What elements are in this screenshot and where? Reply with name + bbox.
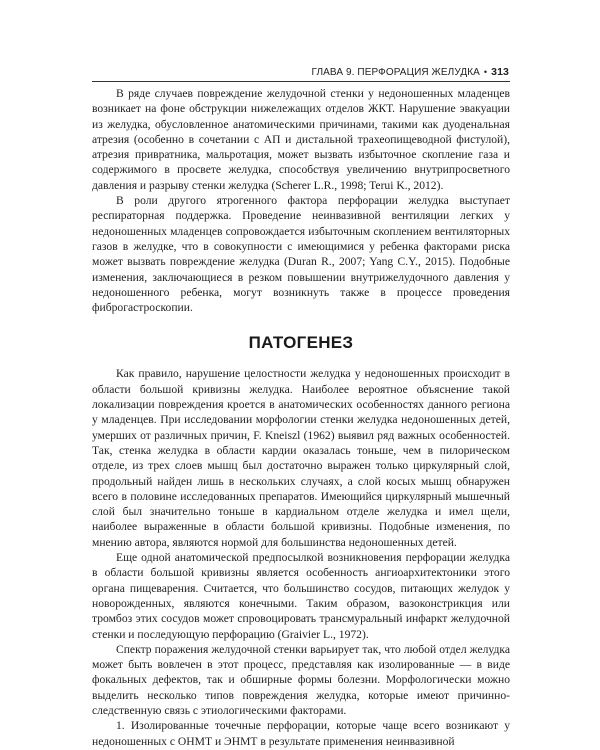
- page-body: [92, 86, 510, 749]
- section-heading-pathogenesis: ПАТОГЕНЕЗ: [248, 333, 354, 353]
- page-number: 313: [491, 66, 509, 78]
- paragraph-greater-curvature: Как правило, нарушение целостности желудка у недоношенных происходит в области большой кривизны желудка. Наиболее вероятное объяснение такой локализации повреждения кроется в анатомических особенностях данного региона у младенцев. При исследовании морфологии стенки желудка недоношенных детей, умерших от различных причин, F. Kneiszl (1962) выявил ряд важных особенностей. Так, стенка желудка в области кардии оказалась тоньше, чем в пилорическом отделе, из трех слоев мышц был достаточно выражен только циркулярный слой, продольный найден лишь в нескольких случаях, а слой косых мышц обнаружен всего в половине исследованных препаратов. Имеющийся циркулярный мышечный слой был значительно тоньше в кардиальном отделе желудка и имел щели, наиболее выраженные в области большой кривизны. Подобные изменения, по мнению автора, являются нормой для большинства недоношенных детей.: [92, 367, 510, 549]
- paragraph-respiratory-support: В роли другого ятрогенного фактора перфорации желудка выступает респираторная поддержка. Проведение неинвазивной вентиляции легких у недоношенных младенцев сопровождается избыточным скоплением вентиляторных газов в желудке, что в совокупности с имеющимися у ребенка факторами риска может вызвать повреждение желудка (Duran R., 2007; Yang C.Y., 2015). Подобные изменения, заключающиеся в резком повышении внутрижелудочного давления у недоношенного ребенка, могут возникнуть также в процессе проведения фиброгастроскопии.: [92, 194, 510, 315]
- chapter-title: ГЛАВА 9. ПЕРФОРАЦИЯ ЖЕЛУДКА: [311, 67, 480, 78]
- header-rule: [92, 81, 510, 82]
- paragraph-isolated-perforations: 1. Изолированные точечные перфорации, которые чаще всего возникают у недоношенных с ОНМТ и ЭНМТ в результате применения неинвазивной: [92, 719, 510, 748]
- paragraph-obstruction: В ряде случаев повреждение желудочной стенки у недоношенных младенцев возникает на фоне обструкции нижележащих отделов ЖКТ. Нарушение эвакуации из желудка, обусловленное анатомическими причинами, такими как дуоденальная атрезия (особенно в сочетании с АП и дистальной трахеопищеводной фистулой), атрезия привратника, мальротация, может вызвать избыточное скопление газа и содержимого в просвете желудка, способствуя увеличению внутрипросветного давления и разрыву стенки желудка (Scherer L.R., 1998; Terui K., 2012).: [92, 87, 510, 192]
- header-separator: •: [483, 67, 488, 77]
- paragraph-lesion-spectrum: Спектр поражения желудочной стенки варьирует так, что любой отдел желудка может быть вовлечен в этот процесс, представляя как изолированные — в виде фокальных дефектов, так и обширные формы болезни. Морфологически можно выделить несколько типов повреждения желудка, которые имеют причинно-следственную связь с этиологическими факторами.: [92, 642, 510, 717]
- paragraph-angioarchitecture: Еще одной анатомической предпосылкой возникновения перфорации желудка в области большой кривизны является особенность ангиоархитектоники этого органа пищеварения. Считается, что большинство сосудов, питающих желудок у новорожденных, являются конечными. Таким образом, вазоконстрикция или тромбоз этих сосудов может спровоцировать трансмуральный инфаркт желудочной стенки и последующую перфорацию (Graivier L., 1972).: [92, 551, 510, 641]
- running-head: [312, 66, 509, 78]
